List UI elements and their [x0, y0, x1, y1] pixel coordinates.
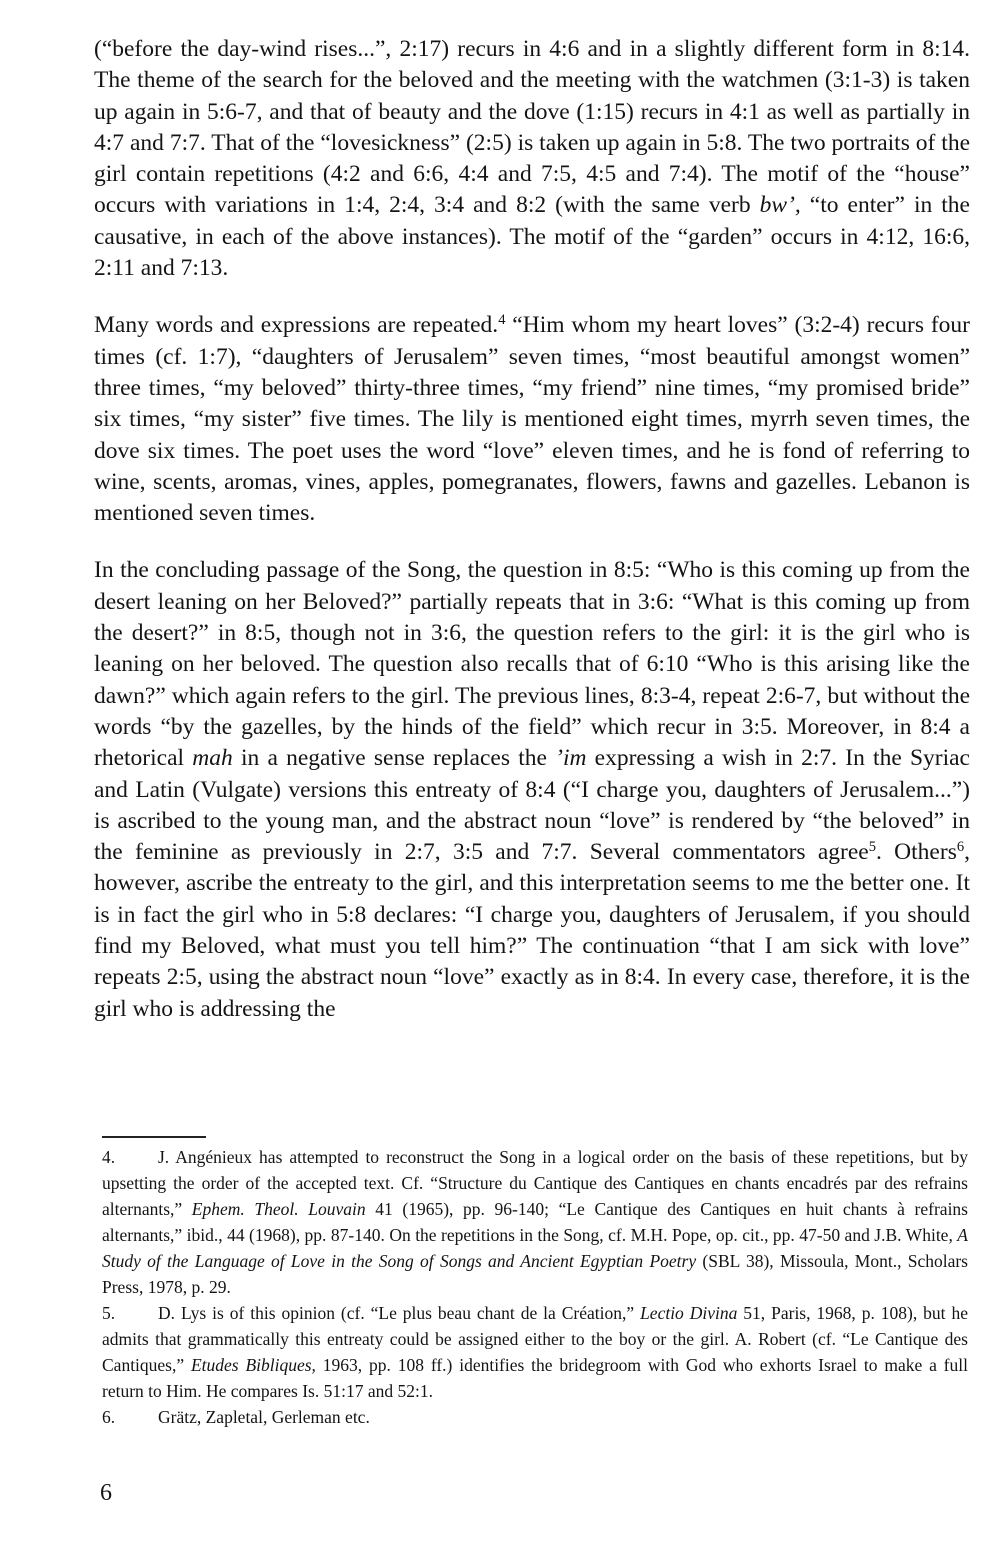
footnote-ref-6: 6 — [956, 839, 965, 856]
footnote-4-text-c: (SBL 38), Missoula, Mont., Scholars Press, 1978, p. 29. — [102, 1251, 968, 1297]
paragraph-3-im: ’im — [555, 745, 587, 772]
paragraph-3-text-c: expressing a wish in 2:7. In the Syriac and Latin (Vulgate) versions this entreaty of 8:4 (“I charge you, daughters of Jerusalem...”) is ascribed to the young man, and the abstract noun “love” is rendered by “the beloved” in the feminine as previously in 2:7, 3:5 and 7:7. Several commentators agree — [94, 745, 970, 866]
footnote-5-text-c: 1963, pp. 108 ff.) identifies the bridegroom with God who exhorts Israel to make a full return to Him. He compares Is. 51:17 and 52:1. — [102, 1355, 968, 1401]
footnote-6-number: 6. — [102, 1407, 116, 1427]
paragraph-3-text-d: . Others — [876, 839, 957, 866]
footnote-5-text-a: D. Lys is of this opinion (cf. “Le plus beau chant de la Création,” — [158, 1303, 641, 1323]
footnote-5-text-b: 51, Paris, 1968, p. 108), but he admits that grammatically this entreaty could be assigned either to the boy or the girl. A. Robert (cf. “Le Cantique des Cantiques,” — [102, 1303, 968, 1375]
footnote-4-text-a: J. Angénieux has attempted to reconstruct the Song in a logical order on the basis of these repetitions, but by upsetting the order of the accepted text. Cf. “Structure du Cantique des Cantiques en chants encadrés par des refrains alternants,” — [102, 1147, 968, 1219]
paragraph-1 — [94, 34, 970, 284]
footnote-5-series-2: Etudes Bibliques, — [190, 1355, 316, 1375]
footnote-ref-4: 4 — [498, 312, 506, 329]
footnote-4-text-b: 41 (1965), pp. 96-140; “Le Cantique des Cantiques en huit chants à refrains alternants,” ibid., 44 (1968), pp. 87-140. On the repetitions in the Song, cf. M.H. Pope, op. cit., pp. 47-50 and J.B. White, — [102, 1199, 968, 1245]
footnote-4 — [102, 1144, 968, 1300]
main-text — [94, 34, 970, 1051]
paragraph-3-mah: mah — [192, 745, 233, 772]
footnote-5-series: Lectio Divina — [640, 1303, 738, 1323]
paragraph-2-text-b: “Him whom my heart loves” (3:2-4) recurs four times (cf. 1:7), “daughters of Jerusalem” seven times, “most beautiful amongst women” three times, “my beloved” thirty-three times, “my friend” nine times, “my promised bride” six times, “my sister” five times. The lily is mentioned eight times, myrrh seven times, the dove six times. The poet uses the word “love” eleven times, and he is fond of referring to wine, scents, aromas, vines, apples, pomegranates, flowers, fawns and gazelles. Lebanon is mentioned seven times. — [94, 312, 970, 527]
paragraph-3-text-a: In the concluding passage of the Song, the question in 8:5: “Who is this coming up from the desert leaning on her Beloved?” partially repeats that in 3:6: “What is this coming up from the desert?” in 8:5, though not in 3:6, the question refers to the girl: it is the girl who is leaning on her beloved. The question also recalls that of 6:10 “Who is this arising like the dawn?” which again refers to the girl. The previous lines, 8:3-4, repeat 2:6-7, but without the words “by the gazelles, by the hinds of the field” which recur in 3:5. Moreover, in 8:4 a rhetorical — [94, 557, 970, 772]
paragraph-3-text-b: in a negative sense replaces the — [232, 745, 556, 772]
footnote-6-text: Grätz, Zapletal, Gerleman etc. — [158, 1407, 370, 1427]
footnote-5 — [102, 1300, 968, 1404]
footnote-ref-5: 5 — [868, 839, 877, 856]
paragraph-3-text-e: , however, ascribe the entreaty to the girl, and this interpretation seems to me the better one. It is in fact the girl who in 5:8 declares: “I charge you, daughters of Jerusalem, if you should find my Beloved, what must you tell him?” The continuation “that I am sick with love” repeats 2:5, using the abstract noun “love” exactly as in 8:4. In every case, therefore, it is the girl who is addressing the — [94, 839, 970, 1022]
footnote-4-book-title: A Study of the Language of Love in the Song of Songs and Ancient Egyptian Poetry — [102, 1225, 968, 1271]
footnotes — [102, 1136, 968, 1430]
footnote-6 — [102, 1404, 968, 1430]
paragraph-1-text-a: (“before the day-wind rises...”, 2:17) recurs in 4:6 and in a slightly different form in 8:14. The theme of the search for the beloved and the meeting with the watchmen (3:1-3) is taken up again in 5:6-7, and that of beauty and the dove (1:15) recurs in 4:1 as well as partially in 4:7 and 7:7. That of the “lovesickness” (2:5) is taken up again in 5:8. The two portraits of the girl contain repetitions (4:2 and 6:6, 4:4 and 7:5, 4:5 and 7:4). The motif of the “house” occurs with variations in 1:4, 2:4, 3:4 and 8:2 (with the same verb — [94, 36, 970, 219]
paragraph-2-text-a: Many words and expressions are repeated. — [94, 312, 499, 339]
paragraph-1-verb: bw’, — [759, 192, 801, 219]
footnote-4-number: 4. — [102, 1147, 116, 1167]
footnote-4-journal: Ephem. Theol. Louvain — [191, 1199, 366, 1219]
page-number: 6 — [100, 1480, 112, 1506]
paragraph-2 — [94, 310, 970, 529]
footnote-5-number: 5. — [102, 1303, 116, 1323]
footnote-rule — [102, 1136, 206, 1138]
paragraph-3 — [94, 555, 970, 1024]
paragraph-1-text-b: “to enter” in the causative, in each of the above instances). The motif of the “garden” occurs in 4:12, 16:6, 2:11 and 7:13. — [94, 192, 970, 282]
